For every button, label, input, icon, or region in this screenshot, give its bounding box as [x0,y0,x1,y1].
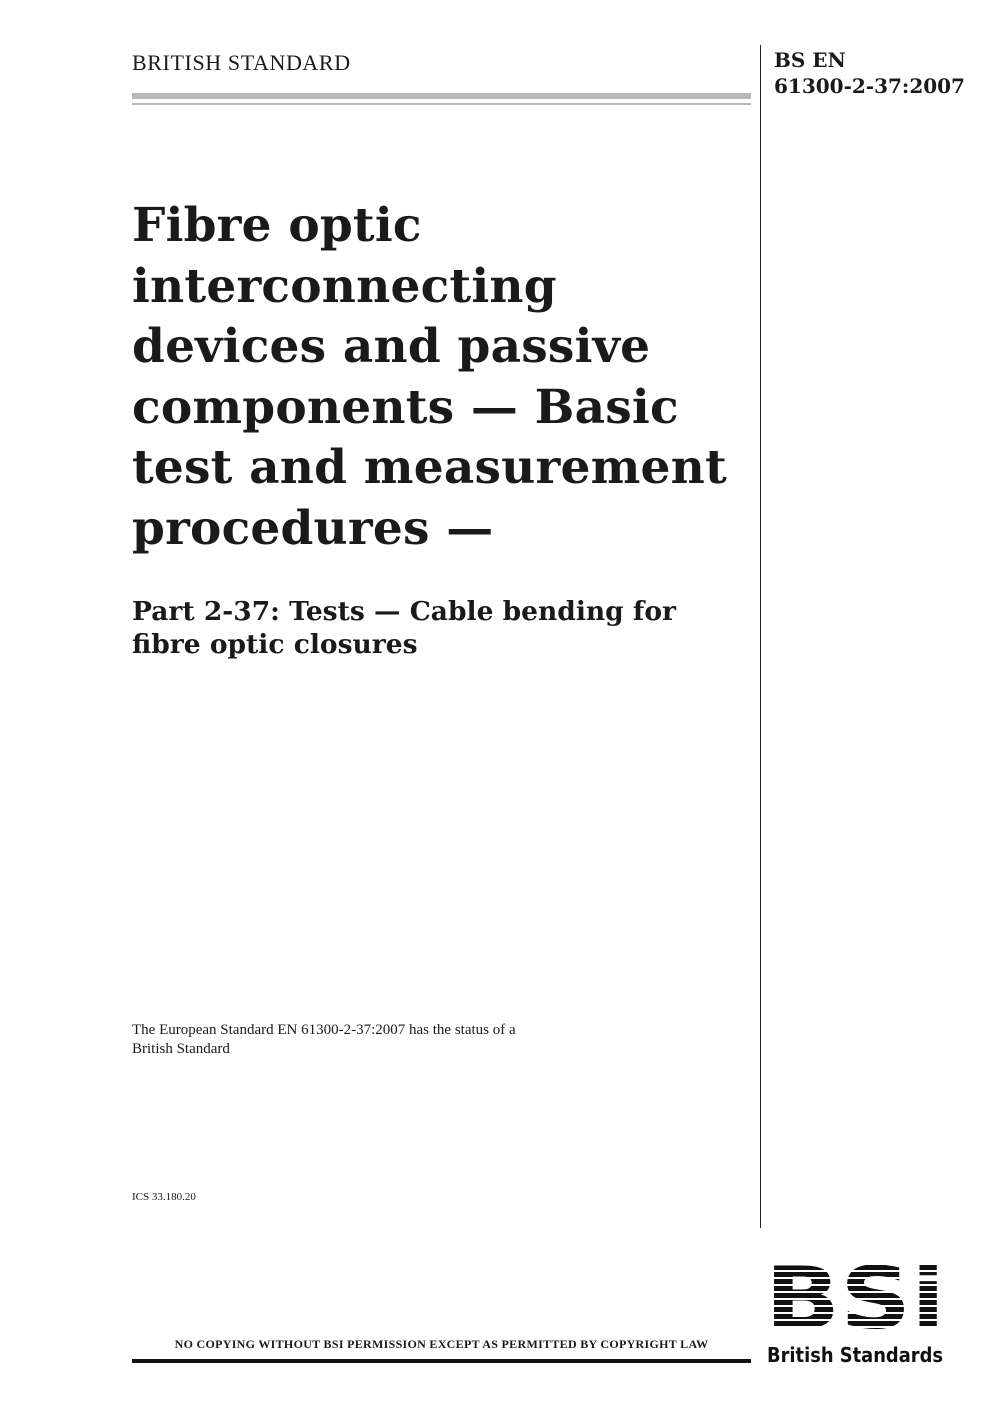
title-line: Fibre optic [132,198,422,253]
title-line: procedures — [132,500,494,556]
title-line: interconnecting [132,258,557,314]
status-note [132,1021,672,1059]
title-line: components — Basic [132,379,679,435]
bsi-mark: BSi [765,1258,945,1349]
part-title [132,595,752,661]
status-note-line: The European Standard EN 61300-2-37:2007 has the status of a [132,1022,516,1038]
standard-number-line-1: BS EN [774,48,846,72]
vertical-divider [760,45,761,1228]
standard-number-line-2: 61300-2-37:2007 [774,74,965,98]
header-rule [132,93,751,99]
header-label: BRITISH STANDARD [132,50,351,75]
part-title-line: fibre optic closures [132,629,418,660]
header-rule-thin [132,103,751,105]
copyright-notice: NO COPYING WITHOUT BSI PERMISSION EXCEPT AS PERMITTED BY COPYRIGHT LAW [174,1337,709,1351]
status-note-line: British Standard [132,1041,230,1057]
ics-code: ICS 33.180.20 [132,1191,196,1203]
footer-rule [132,1359,751,1363]
bsi-logo-icon [765,1258,945,1366]
title-line: test and measurement [132,440,727,495]
bsi-caption: British Standards [767,1343,943,1366]
standard-number [774,47,965,99]
title-line: devices and passive [132,319,651,374]
part-title-line: Part 2-37: Tests — Cable bending for [132,596,676,627]
document-title [132,196,752,559]
